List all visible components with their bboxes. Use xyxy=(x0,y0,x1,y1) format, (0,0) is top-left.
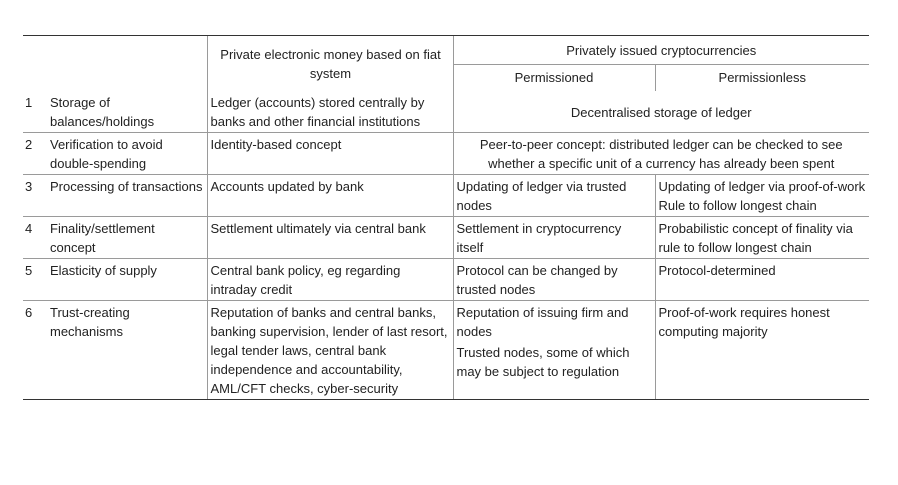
table-row xyxy=(23,133,869,175)
header-fiat-text: Private electronic money based on fiat system xyxy=(220,46,441,81)
row-permissionless: Probabilistic concept of finality via rule to follow longest chain xyxy=(655,217,869,259)
row-merged: Decentralised storage of ledger xyxy=(453,91,869,133)
row-fiat: Settlement ultimately via central bank xyxy=(207,217,453,259)
row-label: Storage of balances/holdings xyxy=(50,95,155,129)
row-number: 1 xyxy=(25,95,33,110)
table-row xyxy=(23,259,869,301)
row-fiat: Reputation of banks and central banks, banking supervision, lender of last resort, legal tender laws, central bank independence and accountability, AML/CFT checks, cyber-security xyxy=(207,301,453,400)
table-row xyxy=(23,217,869,259)
row-fiat: Accounts updated by bank xyxy=(207,175,453,217)
header-row xyxy=(23,36,869,65)
header-permissionless xyxy=(655,65,869,92)
row-permissioned: Protocol can be changed by trusted nodes xyxy=(453,259,655,301)
table-row xyxy=(23,91,869,133)
row-number: 5 xyxy=(23,259,47,301)
row-permissioned-line: Trusted nodes, some of which may be subject to regulation xyxy=(456,345,630,379)
table-row xyxy=(23,301,869,400)
header-permissionless-text: Permissionless xyxy=(718,70,806,85)
row-merged: Peer-to-peer concept: distributed ledger can be checked to see whether a specific unit of a currency has already been spent xyxy=(453,133,869,175)
row-label: Finality/settlement concept xyxy=(47,217,207,259)
row-number: 3 xyxy=(23,175,47,217)
row-number: 2 xyxy=(23,133,47,175)
row-label: Trust-creating mechanisms xyxy=(47,301,207,400)
row-fiat: Central bank policy, eg regarding intraday credit xyxy=(207,259,453,301)
header-permissioned-text: Permissioned xyxy=(514,70,594,85)
row-fiat: Ledger (accounts) stored centrally by banks and other financial institutions xyxy=(207,91,453,133)
row-number: 4 xyxy=(23,217,47,259)
table-row xyxy=(23,175,869,217)
row-permissioned xyxy=(453,301,655,400)
row-label: Verification to avoid double-spending xyxy=(47,133,207,175)
row-permissionless-line: Updating of ledger via proof-of-work xyxy=(658,179,866,194)
row-permissioned: Updating of ledger via trusted nodes xyxy=(453,175,655,217)
header-fiat xyxy=(207,36,453,92)
row-permissioned-line: Reputation of issuing firm and nodes xyxy=(456,305,629,339)
row-label: Elasticity of supply xyxy=(47,259,207,301)
header-blank-cell xyxy=(23,36,207,92)
header-crypto xyxy=(453,36,869,65)
comparison-table xyxy=(23,35,869,400)
row-number: 6 xyxy=(23,301,47,400)
row-permissionless: Protocol-determined xyxy=(655,259,869,301)
row-permissionless-line: Rule to follow longest chain xyxy=(658,198,817,213)
header-crypto-text: Privately issued cryptocurrencies xyxy=(566,43,757,58)
header-permissioned xyxy=(453,65,655,92)
row-label: Processing of transactions xyxy=(47,175,207,217)
row-fiat: Identity-based concept xyxy=(207,133,453,175)
row-permissionless xyxy=(655,175,869,217)
row-permissionless: Proof-of-work requires honest computing majority xyxy=(655,301,869,400)
row-permissioned: Settlement in cryptocurrency itself xyxy=(453,217,655,259)
